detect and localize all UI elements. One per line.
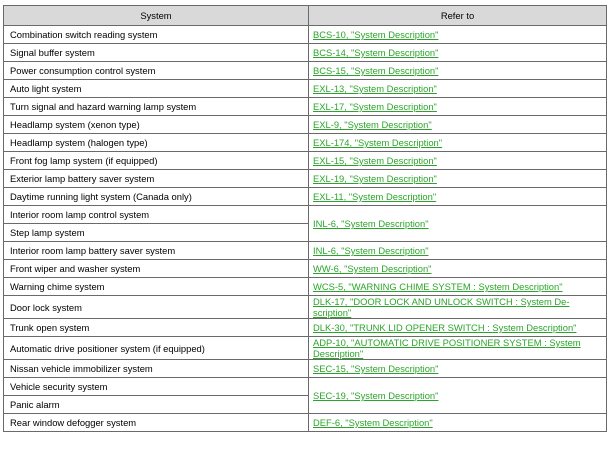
column-header-system: System	[4, 6, 309, 26]
reference-link[interactable]: ADP-10, "AUTOMATIC DRIVE POSITIONER SYSTEM : System Description"	[313, 337, 581, 359]
table-row	[4, 360, 607, 378]
refer-cell	[309, 44, 607, 62]
table-row	[4, 98, 607, 116]
reference-link[interactable]: EXL-174, "System Description"	[313, 137, 443, 148]
table-row	[4, 260, 607, 278]
refer-cell	[309, 98, 607, 116]
system-cell: Door lock system	[4, 296, 309, 319]
refer-cell	[309, 62, 607, 80]
reference-link[interactable]: DEF-6, "System Description"	[313, 417, 433, 428]
reference-link[interactable]: EXL-13, "System Description"	[313, 83, 437, 94]
table-row	[4, 278, 607, 296]
system-cell: Interior room lamp control system	[4, 206, 309, 224]
refer-cell	[309, 134, 607, 152]
table-row	[4, 337, 607, 360]
system-reference-table	[3, 5, 607, 432]
refer-cell	[309, 188, 607, 206]
table-row	[4, 26, 607, 44]
reference-link[interactable]: EXL-9, "System Description"	[313, 119, 432, 130]
refer-cell	[309, 260, 607, 278]
table-row	[4, 242, 607, 260]
reference-link[interactable]: BCS-15, "System Description"	[313, 65, 439, 76]
system-cell: Panic alarm	[4, 396, 309, 414]
table-row	[4, 319, 607, 337]
table-row	[4, 116, 607, 134]
system-cell: Interior room lamp battery saver system	[4, 242, 309, 260]
system-cell: Headlamp system (halogen type)	[4, 134, 309, 152]
refer-cell	[309, 378, 607, 414]
table-header-row	[4, 6, 607, 26]
table-row	[4, 188, 607, 206]
reference-link[interactable]: EXL-11, "System Description"	[313, 191, 437, 202]
reference-link[interactable]: INL-6, "System Description"	[313, 218, 429, 229]
table-row	[4, 378, 607, 396]
refer-cell	[309, 206, 607, 242]
refer-cell	[309, 296, 607, 319]
system-cell: Daytime running light system (Canada only)	[4, 188, 309, 206]
system-cell: Exterior lamp battery saver system	[4, 170, 309, 188]
reference-link[interactable]: SEC-15, "System Description"	[313, 363, 439, 374]
refer-cell	[309, 278, 607, 296]
system-cell: Automatic drive positioner system (if equipped)	[4, 337, 309, 360]
table-row	[4, 80, 607, 98]
refer-cell	[309, 414, 607, 432]
table-row	[4, 152, 607, 170]
system-cell: Front fog lamp system (if equipped)	[4, 152, 309, 170]
refer-cell	[309, 170, 607, 188]
refer-cell	[309, 242, 607, 260]
reference-link[interactable]: BCS-14, "System Description"	[313, 47, 439, 58]
system-cell: Warning chime system	[4, 278, 309, 296]
refer-cell	[309, 80, 607, 98]
column-header-refer-to: Refer to	[309, 6, 607, 26]
system-reference-table-container	[3, 5, 606, 432]
system-cell: Vehicle security system	[4, 378, 309, 396]
system-cell: Signal buffer system	[4, 44, 309, 62]
table-row	[4, 296, 607, 319]
system-cell: Rear window defogger system	[4, 414, 309, 432]
table-row	[4, 206, 607, 224]
refer-cell	[309, 319, 607, 337]
system-cell: Auto light system	[4, 80, 309, 98]
table-row	[4, 134, 607, 152]
refer-cell	[309, 337, 607, 360]
table-row	[4, 62, 607, 80]
refer-cell	[309, 26, 607, 44]
reference-link[interactable]: BCS-10, "System Description"	[313, 29, 439, 40]
system-cell: Step lamp system	[4, 224, 309, 242]
reference-link[interactable]: EXL-17, "System Description"	[313, 101, 437, 112]
system-cell: Combination switch reading system	[4, 26, 309, 44]
system-cell: Headlamp system (xenon type)	[4, 116, 309, 134]
refer-cell	[309, 360, 607, 378]
reference-link[interactable]: DLK-17, "DOOR LOCK AND UNLOCK SWITCH : System De-scription"	[313, 296, 570, 318]
reference-link[interactable]: EXL-19, "System Description"	[313, 173, 437, 184]
table-row	[4, 44, 607, 62]
table-row	[4, 170, 607, 188]
reference-link[interactable]: WW-6, "System Description"	[313, 263, 432, 274]
system-cell: Power consumption control system	[4, 62, 309, 80]
system-cell: Nissan vehicle immobilizer system	[4, 360, 309, 378]
reference-link[interactable]: SEC-19, "System Description"	[313, 390, 439, 401]
table-row	[4, 414, 607, 432]
system-cell: Front wiper and washer system	[4, 260, 309, 278]
reference-link[interactable]: INL-6, "System Description"	[313, 245, 429, 256]
reference-link[interactable]: EXL-15, "System Description"	[313, 155, 437, 166]
system-cell: Trunk open system	[4, 319, 309, 337]
system-cell: Turn signal and hazard warning lamp system	[4, 98, 309, 116]
refer-cell	[309, 152, 607, 170]
reference-link[interactable]: DLK-30, "TRUNK LID OPENER SWITCH : System Description"	[313, 322, 577, 333]
refer-cell	[309, 116, 607, 134]
reference-link[interactable]: WCS-5, "WARNING CHIME SYSTEM : System Description"	[313, 281, 563, 292]
